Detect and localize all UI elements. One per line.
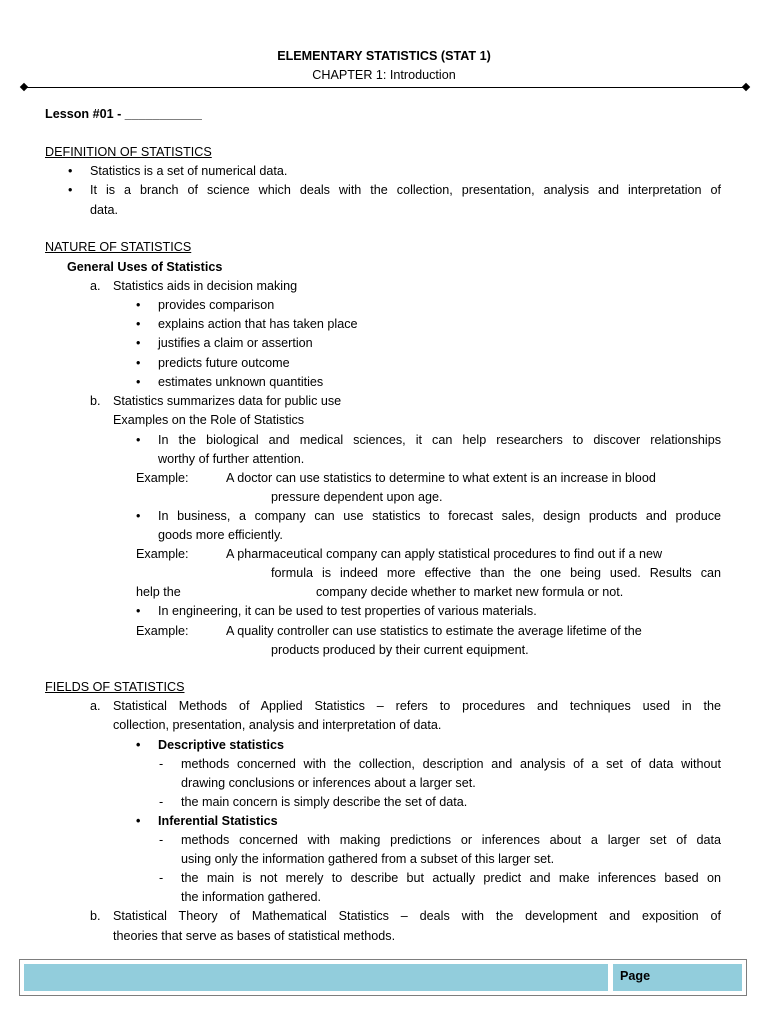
descriptive-dash-1-line-1: - methods concerned with the collection, description and analysis of a set of data without bbox=[181, 756, 721, 772]
example-3-line-1: A quality controller can use statistics to estimate the average lifetime of the bbox=[226, 624, 642, 638]
applied-statistics-line-2: collection, presentation, analysis and interpretation of data. bbox=[113, 718, 442, 732]
descriptive-statistics-title: • Descriptive statistics bbox=[158, 737, 284, 753]
biology-bullet-line-1: • In the biological and medical sciences, it can help researchers to discover relationships bbox=[158, 432, 721, 448]
example-label-3: Example: bbox=[136, 624, 189, 638]
definition-bullet-1: • Statistics is a set of numerical data. bbox=[90, 163, 287, 179]
applied-statistics-line-1: Statistical Methods of Applied Statistics – refers to procedures and techniques used in the bbox=[113, 699, 721, 713]
descriptive-dash-1-line-2: drawing conclusions or inferences about a larger set. bbox=[181, 776, 476, 790]
fields-marker-a: a. bbox=[90, 699, 101, 713]
example-label-1: Example: bbox=[136, 471, 189, 485]
sub-bullet-predicts: • predicts future outcome bbox=[158, 355, 290, 371]
example-2-line-1: A pharmaceutical company can apply statistical procedures to find out if a new bbox=[226, 547, 663, 561]
inferential-dash-1-line-1: - methods concerned with making predictions or inferences about a larger set of data bbox=[181, 832, 721, 848]
footer-page-box bbox=[613, 964, 742, 991]
inferential-dash-2-line-2: the information gathered. bbox=[181, 890, 322, 904]
sub-bullet-comparison: • provides comparison bbox=[158, 297, 274, 313]
inferential-dash-2-line-1: - the main is not merely to describe but actually predict and make inferences based on bbox=[181, 870, 721, 886]
lesson-label: Lesson #01 - ___________ bbox=[45, 107, 202, 121]
nature-heading: NATURE OF STATISTICS bbox=[45, 240, 192, 254]
definition-bullet-2-line-2: data. bbox=[90, 203, 119, 217]
example-2-line-2: formula is indeed more effective than the one being used. Results can bbox=[271, 566, 721, 580]
rule-right-diamond bbox=[742, 83, 750, 91]
definition-heading: DEFINITION OF STATISTICS bbox=[45, 145, 212, 159]
fields-heading: FIELDS OF STATISTICS bbox=[45, 680, 185, 694]
sub-bullet-estimates: • estimates unknown quantities bbox=[158, 374, 323, 390]
example-3-line-2: products produced by their current equipment. bbox=[271, 643, 529, 657]
sub-bullet-explains: • explains action that has taken place bbox=[158, 316, 358, 332]
inferential-statistics-title: • Inferential Statistics bbox=[158, 813, 278, 829]
example-1-line-1: A doctor can use statistics to determine to what extent is an increase in blood bbox=[226, 471, 656, 485]
sub-bullet-justifies: • justifies a claim or assertion bbox=[158, 335, 313, 351]
footer-band bbox=[24, 964, 608, 991]
example-2-line-3a: help the bbox=[136, 585, 181, 599]
biology-bullet-line-2: worthy of further attention. bbox=[158, 452, 305, 466]
fields-marker-b: b. bbox=[90, 909, 101, 923]
business-bullet-line-2: goods more efficiently. bbox=[158, 528, 283, 542]
decision-making-item: Statistics aids in decision making bbox=[113, 279, 298, 293]
example-1-line-2: pressure dependent upon age. bbox=[271, 490, 443, 504]
theory-statistics-line-2: theories that serve as bases of statistical methods. bbox=[113, 929, 396, 943]
theory-statistics-line-1: Statistical Theory of Mathematical Statistics – deals with the development and exposition of bbox=[113, 909, 721, 923]
page-label: Page bbox=[620, 969, 651, 983]
document-title: ELEMENTARY STATISTICS (STAT 1) bbox=[277, 49, 491, 63]
definition-bullet-2-line-1: • It is a branch of science which deals with the collection, presentation, analysis and interpretation of bbox=[90, 182, 721, 198]
business-bullet-line-1: • In business, a company can use statistics to forecast sales, design products and produce bbox=[158, 508, 721, 524]
page-footer bbox=[19, 959, 747, 996]
chapter-subtitle: CHAPTER 1: Introduction bbox=[312, 68, 456, 82]
list-marker-a: a. bbox=[90, 279, 101, 293]
summarizes-data-item: Statistics summarizes data for public use bbox=[113, 394, 342, 408]
example-2-line-3b: company decide whether to market new formula or not. bbox=[316, 585, 624, 599]
general-uses-subheading: General Uses of Statistics bbox=[67, 260, 223, 274]
header-divider bbox=[24, 87, 746, 88]
example-label-2: Example: bbox=[136, 547, 189, 561]
list-marker-b: b. bbox=[90, 394, 101, 408]
role-examples-label: Examples on the Role of Statistics bbox=[113, 413, 305, 427]
inferential-dash-1-line-2: using only the information gathered from a subset of this larger set. bbox=[181, 852, 555, 866]
descriptive-dash-2: - the main concern is simply describe the set of data. bbox=[181, 794, 467, 810]
engineering-bullet: • In engineering, it can be used to test properties of various materials. bbox=[158, 603, 537, 619]
